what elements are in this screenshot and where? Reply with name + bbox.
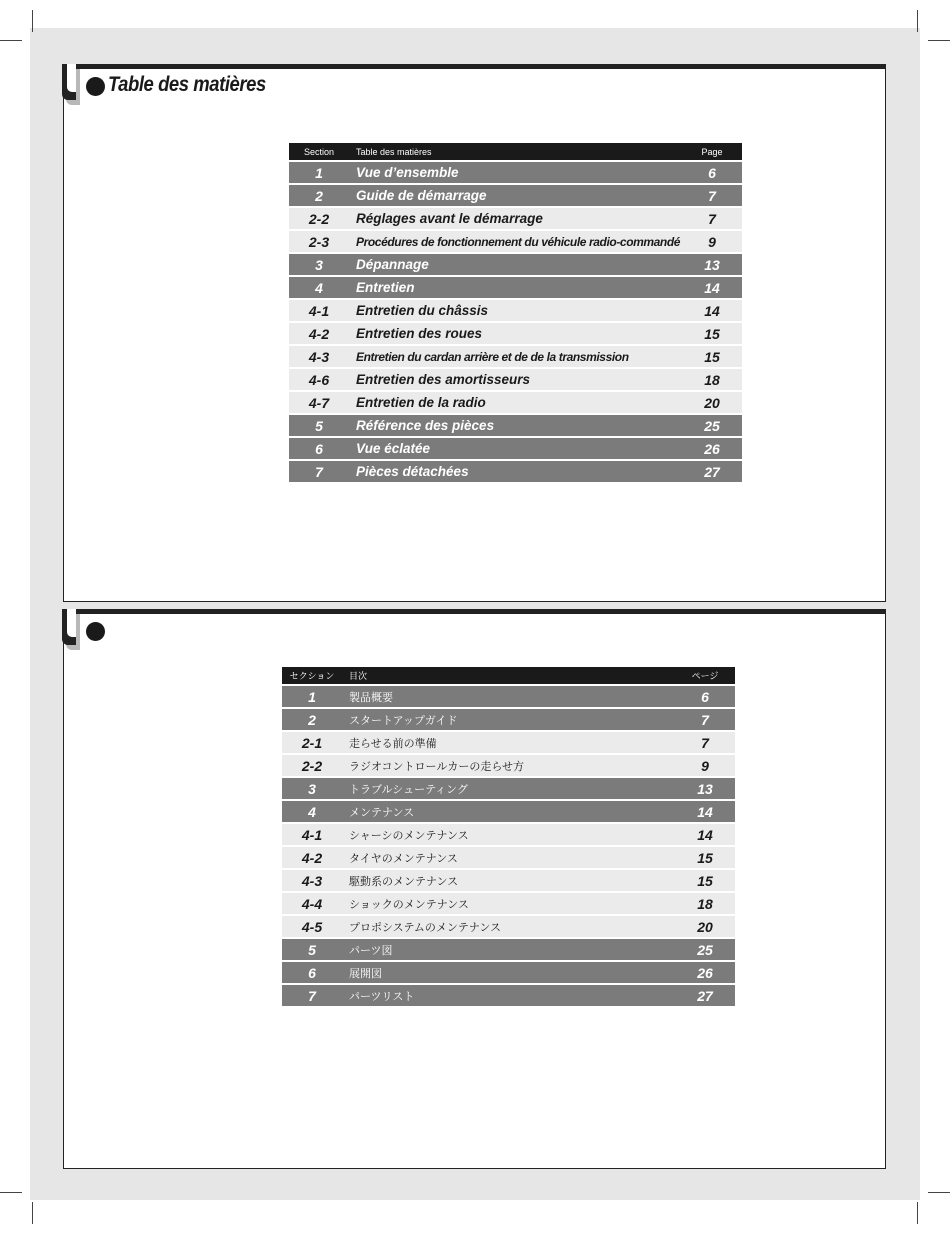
page-number: 20	[682, 391, 742, 414]
j-tab	[62, 609, 76, 645]
section-title: Pièces détachées	[349, 460, 682, 483]
page-number: 25	[675, 938, 735, 961]
crop-mark	[928, 40, 950, 41]
page-number: 15	[682, 345, 742, 368]
table-row	[289, 299, 742, 322]
section-number: 4-5	[282, 915, 342, 938]
page-number: 7	[675, 731, 735, 754]
page-number: 14	[682, 276, 742, 299]
japanese-toc-table	[282, 667, 735, 1008]
table-row	[289, 437, 742, 460]
section-number: 2-2	[289, 207, 349, 230]
crop-mark	[928, 1192, 950, 1193]
page-number: 25	[682, 414, 742, 437]
page-number: 27	[675, 984, 735, 1007]
table-row	[282, 823, 735, 846]
section-number: 4-2	[289, 322, 349, 345]
section-number: 2-2	[282, 754, 342, 777]
page-number: 14	[675, 800, 735, 823]
section-number: 6	[289, 437, 349, 460]
section-title: 製品概要	[342, 685, 675, 708]
section-number: 4	[289, 276, 349, 299]
page-number: 20	[675, 915, 735, 938]
section-title: Réglages avant le démarrage	[349, 207, 682, 230]
page-number: 15	[675, 846, 735, 869]
header-page: Page	[682, 143, 742, 161]
section-title: パーツリスト	[342, 984, 675, 1007]
section-number: 5	[289, 414, 349, 437]
section-title: スタートアップガイド	[342, 708, 675, 731]
french-toc-table	[289, 143, 742, 484]
japanese-toc-panel	[63, 609, 886, 1169]
section-title: Guide de démarrage	[349, 184, 682, 207]
section-number: 3	[282, 777, 342, 800]
page-number: 26	[682, 437, 742, 460]
page-number: 9	[675, 754, 735, 777]
section-title: Entretien	[349, 276, 682, 299]
table-row	[282, 800, 735, 823]
panel-top-bar	[64, 64, 885, 69]
section-title: 展開図	[342, 961, 675, 984]
crop-mark	[917, 10, 918, 32]
section-title: ラジオコントロールカーの走らせ方	[342, 754, 675, 777]
section-number: 4-3	[289, 345, 349, 368]
section-number: 1	[289, 161, 349, 184]
header-section: セクション	[282, 667, 342, 685]
crop-mark	[0, 1192, 22, 1193]
section-title: Vue éclatée	[349, 437, 682, 460]
page-number: 13	[682, 253, 742, 276]
section-title: Entretien des roues	[349, 322, 682, 345]
j-tab	[62, 64, 76, 100]
table-header-row	[289, 143, 742, 161]
section-number: 1	[282, 685, 342, 708]
section-number: 4-4	[282, 892, 342, 915]
section-number: 6	[282, 961, 342, 984]
section-number: 4-3	[282, 869, 342, 892]
header-section: Section	[289, 143, 349, 161]
section-number: 4-2	[282, 846, 342, 869]
section-title: Entretien du cardan arrière et de de la transmission	[349, 345, 682, 368]
section-title: Entretien du châssis	[349, 299, 682, 322]
page-number: 18	[675, 892, 735, 915]
section-number: 4-6	[289, 368, 349, 391]
table-row	[282, 961, 735, 984]
table-row	[289, 161, 742, 184]
page-number: 27	[682, 460, 742, 483]
section-number: 2	[282, 708, 342, 731]
section-number: 4	[282, 800, 342, 823]
section-title: タイヤのメンテナンス	[342, 846, 675, 869]
page-number: 7	[675, 708, 735, 731]
section-number: 2-1	[282, 731, 342, 754]
page-number: 7	[682, 184, 742, 207]
table-row	[282, 731, 735, 754]
section-title: Entretien de la radio	[349, 391, 682, 414]
table-row	[282, 915, 735, 938]
page-number: 14	[675, 823, 735, 846]
section-title: Référence des pièces	[349, 414, 682, 437]
section-number: 3	[289, 253, 349, 276]
section-title: プロポシステムのメンテナンス	[342, 915, 675, 938]
table-row	[289, 276, 742, 299]
table-row	[289, 253, 742, 276]
table-row	[289, 391, 742, 414]
section-title: Entretien des amortisseurs	[349, 368, 682, 391]
page-number: 6	[675, 685, 735, 708]
section-title: Vue d’ensemble	[349, 161, 682, 184]
table-row	[282, 777, 735, 800]
section-number: 2-3	[289, 230, 349, 253]
section-title: パーツ図	[342, 938, 675, 961]
bullet-icon	[86, 77, 105, 96]
page-number: 7	[682, 207, 742, 230]
header-title: 目次	[342, 667, 675, 685]
section-title: トラブルシューティング	[342, 777, 675, 800]
section-number: 2	[289, 184, 349, 207]
french-toc-body	[289, 161, 742, 483]
panel-top-bar	[64, 609, 885, 614]
table-row	[282, 846, 735, 869]
section-title: Dépannage	[349, 253, 682, 276]
page-number: 15	[682, 322, 742, 345]
page-number: 9	[682, 230, 742, 253]
table-header-row	[282, 667, 735, 685]
crop-mark	[0, 40, 22, 41]
section-title: 走らせる前の準備	[342, 731, 675, 754]
table-row	[282, 754, 735, 777]
section-number: 7	[282, 984, 342, 1007]
section-title: 駆動系のメンテナンス	[342, 869, 675, 892]
section-title: シャーシのメンテナンス	[342, 823, 675, 846]
header-page: ページ	[675, 667, 735, 685]
table-row	[282, 984, 735, 1007]
table-row	[282, 685, 735, 708]
table-row	[282, 892, 735, 915]
page-title: Table des matières	[108, 73, 266, 96]
table-row	[289, 207, 742, 230]
table-row	[282, 708, 735, 731]
section-title: メンテナンス	[342, 800, 675, 823]
table-row	[289, 322, 742, 345]
table-row	[289, 184, 742, 207]
page-number: 15	[675, 869, 735, 892]
page-number: 6	[682, 161, 742, 184]
section-number: 4-1	[282, 823, 342, 846]
section-number: 5	[282, 938, 342, 961]
japanese-toc-body	[282, 685, 735, 1007]
crop-mark	[32, 10, 33, 32]
table-row	[289, 345, 742, 368]
crop-mark	[917, 1202, 918, 1224]
section-title: Procédures de fonctionnement du véhicule radio-commandé	[349, 230, 682, 253]
header-title: Table des matières	[349, 143, 682, 161]
page-number: 13	[675, 777, 735, 800]
crop-mark	[32, 1202, 33, 1224]
french-toc-panel	[63, 64, 886, 602]
section-title: ショックのメンテナンス	[342, 892, 675, 915]
table-row	[282, 938, 735, 961]
table-row	[282, 869, 735, 892]
table-row	[289, 368, 742, 391]
section-number: 4-1	[289, 299, 349, 322]
page-number: 26	[675, 961, 735, 984]
table-row	[289, 460, 742, 483]
bullet-icon	[86, 622, 105, 641]
section-number: 7	[289, 460, 349, 483]
page-number: 14	[682, 299, 742, 322]
page-number: 18	[682, 368, 742, 391]
table-row	[289, 230, 742, 253]
table-row	[289, 414, 742, 437]
section-number: 4-7	[289, 391, 349, 414]
